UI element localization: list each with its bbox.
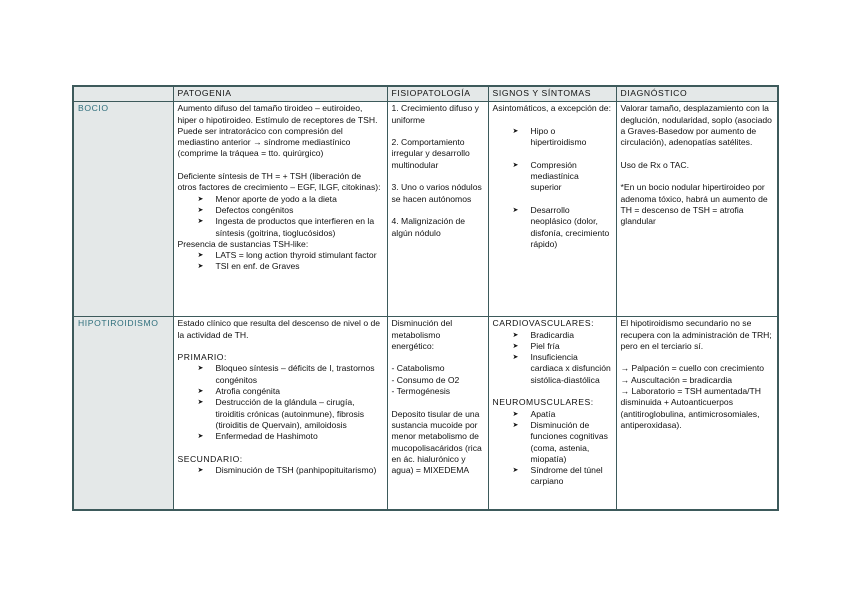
cell-signos-sintomas [488, 317, 616, 510]
paragraph: - Termogénesis [391, 386, 451, 397]
paragraph: Valorar tamaño, desplazamiento con la deglución, nodularidad, soplo (asociado a Graves-Basedow por aumento de circulación), adenopatías satélites. [620, 103, 772, 148]
spacer [493, 148, 612, 159]
row-label: HIPOTIROIDISMO [73, 317, 173, 510]
bullet-list [178, 194, 383, 239]
paragraph: - Consumo de O2 [391, 374, 460, 385]
list-item: ➤ Bradicardia [513, 330, 612, 341]
bullet-list [493, 126, 612, 149]
row-label: BOCIO [73, 102, 173, 317]
paragraph: *En un bocio nodular hipertiroideo por adenoma tóxico, habrá un aumento de TH = descenso de TSH = atrofia glandular [620, 182, 768, 227]
list-item: ➤ Atrofia congénita [198, 386, 383, 397]
subheading: PRIMARIO: [177, 352, 227, 363]
bullet-list [178, 363, 383, 442]
subheading: CARDIOVASCULARES: [492, 318, 594, 329]
header-diagnostico: DIAGNÓSTICO [616, 86, 778, 102]
cell-diagnostico [616, 317, 778, 510]
paragraph: → Auscultación = bradicardia [620, 374, 733, 385]
bullet-list [178, 250, 383, 273]
bullet-list [493, 160, 612, 194]
list-item: ➤ Compresión mediastínica superior [513, 160, 612, 194]
spacer [621, 171, 774, 182]
header-patogenia: PATOGENIA [173, 86, 387, 102]
spacer [493, 386, 612, 397]
spacer [493, 115, 612, 126]
paragraph: Disminución del metabolismo energético: [391, 318, 453, 351]
paragraph: 3. Uno o varios nódulos se hacen autónomos [391, 182, 482, 204]
spacer [178, 443, 383, 454]
header-row [73, 86, 778, 102]
cell-patogenia [173, 102, 387, 317]
thyroid-summary-table [72, 85, 779, 511]
spacer [392, 205, 484, 216]
list-item: ➤ Apatía [513, 409, 612, 420]
header-empty [73, 86, 173, 102]
bullet-list [493, 205, 612, 250]
list-item: ➤ Ingesta de productos que interfieren en la síntesis (goitrina, tioglucósidos) [198, 216, 383, 239]
list-item: ➤ Disminución de TSH (panhipopituitarismo) [198, 465, 383, 476]
header-signos-sintomas: SIGNOS Y SÍNTOMAS [488, 86, 616, 102]
spacer [392, 352, 484, 363]
paragraph: Uso de Rx o TAC. [620, 159, 689, 170]
paragraph: 2. Comportamiento irregular y desarrollo multinodular [391, 137, 470, 170]
cell-signos-sintomas [488, 102, 616, 317]
list-item: ➤ Insuficiencia cardiaca x disfunción sistólica-diastólica [513, 352, 612, 386]
spacer [178, 160, 383, 171]
paragraph: → Laboratorio = TSH aumentada/TH disminuida + Autoanticuerpos (antitiroglobulina, antimicrosomiales, antiperoxidasa). [620, 386, 762, 430]
paragraph: Estado clínico que resulta del descenso de nivel o de la actividad de TH. [177, 318, 381, 340]
paragraph: Asintomáticos, a excepción de: [492, 103, 611, 114]
header-fisiopatologia: FISIOPATOLOGÍA [387, 86, 488, 102]
table-row-hipotiroidismo [73, 317, 778, 510]
bullet-list [493, 409, 612, 488]
list-item: ➤ Piel fría [513, 341, 612, 352]
paragraph: Deficiente síntesis de TH = + TSH (liberación de otros factores de crecimiento – EGF, ILGF, citokinas): [177, 171, 381, 193]
subheading: SECUNDARIO: [177, 453, 243, 464]
cell-fisiopatologia [387, 102, 488, 317]
list-item: ➤ Disminución de funciones cognitivas (coma, astenia, miopatía) [513, 420, 612, 465]
paragraph: - Catabolismo [391, 363, 445, 374]
list-item: ➤ LATS = long action thyroid stimulant factor [198, 250, 383, 261]
list-item: ➤ Defectos congénitos [198, 205, 383, 216]
spacer [392, 126, 484, 137]
paragraph: 1. Crecimiento difuso y uniforme [391, 103, 479, 125]
cell-diagnostico [616, 102, 778, 317]
paragraph: 4. Malignización de algún nódulo [391, 216, 466, 238]
cell-patogenia [173, 317, 387, 510]
paragraph: Puede ser intratorácico con compresión del mediastino anterior → síndrome mediastínico (comprime la tráquea = tto. quirúrgico) [177, 125, 351, 159]
list-item: ➤ Menor aporte de yodo a la dieta [198, 194, 383, 205]
list-item: ➤ Destrucción de la glándula – cirugía, tiroiditis crónicas (autoinmune), fibrosis (tiroiditis de Quervain), amiloidosis [198, 397, 383, 431]
paragraph: → Palpación = cuello con crecimiento [620, 363, 765, 374]
table-row-bocio [73, 102, 778, 317]
list-item: ➤ TSI en enf. de Graves [198, 261, 383, 272]
spacer [392, 171, 484, 182]
list-item: ➤ Hipo o hipertiroidismo [513, 126, 612, 149]
subheading: NEUROMUSCULARES: [492, 397, 594, 408]
list-item: ➤ Enfermedad de Hashimoto [198, 431, 383, 442]
list-item: ➤ Bloqueo síntesis – déficits de I, trastornos congénitos [198, 363, 383, 386]
cell-fisiopatologia [387, 317, 488, 510]
list-item: ➤ Desarrollo neoplásico (dolor, disfonía, crecimiento rápido) [513, 205, 612, 250]
paragraph: Deposito tisular de una sustancia mucoide por menor metabolismo de mucopolisacáridos (rica en ác. hialurónico y agua) = MIXEDEMA [391, 408, 482, 476]
list-item: ➤ Síndrome del túnel carpiano [513, 465, 612, 488]
spacer [493, 194, 612, 205]
spacer [392, 397, 484, 408]
bullet-list [493, 330, 612, 386]
bullet-list [178, 465, 383, 476]
spacer [178, 341, 383, 352]
spacer [621, 352, 774, 363]
paragraph: El hipotiroidismo secundario no se recupera con la administración de TRH; pero en el terciario sí. [620, 318, 772, 351]
paragraph: Aumento difuso del tamaño tiroideo – eutiroideo, hiper o hipotiroideo. Estímulo de receptores de TSH. [177, 103, 378, 125]
paragraph: Presencia de sustancias TSH-like: [177, 238, 309, 249]
spacer [621, 148, 774, 159]
